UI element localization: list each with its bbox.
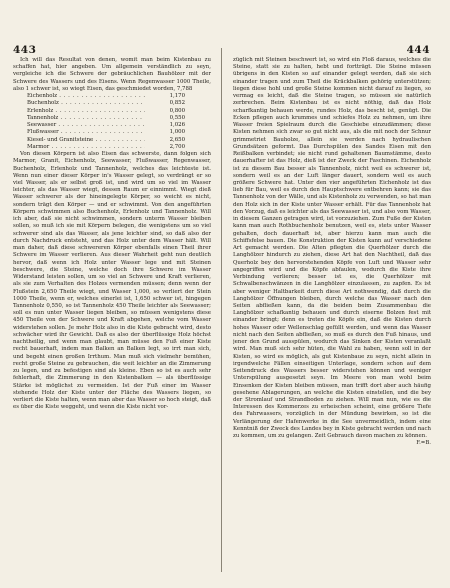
body-paragraph: züglich mit Steinen beschwert ist, so wird ein Floß daraus, welches die Steine, statt sie zu halten, hebt und fortträgt. Die Steine müssen übrigens in den Kisten so auf einander gelegt werden, daß sie sich einander tragen und zum Theil die Kräckbalken gehörig unterstützen; liegen diese hohl und große Steine kommen nicht darauf zu liegen, so vermag es leicht, daß die Steine tragen, so müssen sie natürlich zerbrechen. Beim Kistenbau ist es nicht nöthig, daß das Holz scharfkantig behauen werde, rundes Holz, das bescht ist, genügt. Die Ecken pflegen auch krummes und schiefes Holz zu nehmen, um ihre Wasser freien Spielraum durch die Geschiebe einzudämmen; diese Kisten nehmen sich zwar so gut nicht aus, als die mit noch der Schnur grimmetriet Bauholze, allein sie werden nach hydraulischen Grundsätzen geformt. Das Durchspülen des Sandes Eisen mit den Reißbalken verbindet; sie nicht rund gehaltenen Baumstämme, desto dauerhafter ist das Holz, dieß ist der Zweck der Faschinen. Eichenholz ist zu diesem Bau besser als Tannenholz, nicht weil es schwerer ist, sondern weil es an der Luft länger dauert, sondern weil es auch größere Schwere hat. Unter den vier angeführten Eichenholz ist das lieb für Bau, weil es durch den Hauptschwere entbehren kann; sie das Tannenholz von der Wälle, und als Kistenholz zu verwenden, so hat man den Holz sich in der Kiste unter Wasser erhält. Für das Tannenholz hat den Vorzug, daß es leichter als das Seewasser ist, und also vom Wasser, in diesem Ganzen getragen wird, ist vorzuziehen. Zum Fuße der Kisten kann man auch Rothbuchenholz benutzen, weil es, stets unter Wasser gehalten, doch dauerhaft ist, aber hierzu kann man auch die Schiffsfelse bauen. Die Konstruktion der Kisten kann auf verschiedene Art gemacht werden. Die Alten pflegten die Querhölzer durch die Langhölzer hindurch zu ziehen, diese Art hat den Nachtheil, daß das Querholz bey den hervorstehenden Köpfe von Luft und Wasser sehr angegriffen wird und die Köpfe abfaulen, wodurch die Kiste ihre Verbindung verlieren; besser ist es, die Querhölzer mit Schwalbenschwänzen in die Langhölzer einzulassen, zu zapfen. Es ist aber weniger Haltbarkeit durch diese Art nothwendig, daß durch die Langhölzer Öffnungen bleiben, durch welche das Wasser nach den Seiten abfließen kann, da die beiden beim Zusammenbau die Langhölzer schafkantig behauen und durch eiserne Bolzen fest mit einander bringt; denn es treten die Köpfe ein, daß die Kisten durch hohes Wasser oder Wellenschlag gefüllt werden, und wenn das Wasser nicht nach den Seiten abfließen, so muß es durch den Fuß hinaus, und jener den Grund ausspülen, wodurch das Sinken der Kisten veranlaßt wird. Man muß sich sehr hüten, die Wahl zu haben, wenn soll in der Kisten, so wird es möglich, als gut Kistenbaue zu seyn, nicht allein in irgendwelche Fällen einseitigen Unterlage, sondern schon auf dem Seitendruck des Wassers besser widerstehen können und weniger Unterspülung ausgesetzt seyn. Im Meere von man wohl beim Einsenken der Kisten bleiben müssen, man trifft dort aber auch häufig gesehene Ablagerungen, an welche die Kisten einstellen, und die bey der Stromlauf und Strandboden zu ziehen. Will man nun, wie es die Interessen des Kommerzes zu erheischen scheint, eine größere Tiefe des Fahrwassers, vorzüglich in der Mündung bewirken, so ist die Verlängerung der Hafenwerke in die See unvermeidlich, indem eine Kenntniß der Zweck des Landes bey in Kiste gebracht werden und nach zu kommen, um zu gelangen. Zeit Gebrauch davon machen zu können. (233, 57, 431, 440)
material-value: 1,000 (169, 129, 185, 136)
material-name: Marmor . . . (27, 144, 145, 151)
left-page-number: 443 (13, 44, 37, 56)
table-row (27, 93, 211, 100)
table-row (27, 108, 211, 115)
material-value: 0,550 (169, 114, 185, 121)
material-value: 0,800 (169, 107, 185, 114)
specific-gravity-table (27, 93, 211, 151)
material-value: 1,026 (169, 122, 185, 129)
column-divider (221, 48, 222, 572)
table-row (27, 137, 211, 144)
table-row (27, 100, 211, 107)
table-row (27, 115, 211, 122)
material-value: 1,170 (169, 93, 185, 100)
material-name: Tannenholz . . . (27, 115, 145, 122)
left-column (13, 57, 211, 569)
material-name: Kiesel- und Granitsteine . . . (27, 137, 145, 144)
body-paragraph: Von diesen Körpern ist also Eisen das schwerste, dann folgen sich Marmor, Granit, Eichenholz, Seewasser, Flußwasser, Regenwasser, Buchenholz, Erlenholz und Tannenholz, welches das leichteste ist. Wenn nun einer dieser Körper in's Wasser gelegt, so verdrängt er so viel Wasser, als er selbst groß ist, und wird um so viel im Wasser leichter, als das Wasser wiegt, dessen Raum er einnimmt. Wiegt dieß Wasser schwerer als der hineingelegte Körper, so weicht es nicht, sondern trägt den Körper — und er schwimmt. Von den angeführten Körpern schwimmen also Buchenholz, Erlenholz und Tannenholz. Will ich aber, daß sie nicht schwimmen, sondern unterm Wasser bleiben sollen, so muß ich sie mit Körpern belegen, die wenigstens um so viel schwerer sind als das Wasser, als jene leichter sind, so daß also der durch Nachdruck entsteht, und das Holz unter dem Wasser hält. Will man daher, daß diese schwereren Körper ebenfalls einen Theil ihrer Schwere im Wasser verlieren. Aus dieser Wahrheit geht nun deutlich hervor, daß wenn ich Holz unter Wasser lege und mit Steinen beschwere, die Steine, welche doch ihre Schwere im Wasser Widerstand leisten sollen, um so viel an Schwere und Kraft verlieren, als sie zum Verhalten des Holzes vermenden müssen; denn wenn der Flußstein 2,650 Theile wiegt, und Wasser 1,000, so verliert der Stein 1000 Theile, wenn er, welches einerlei ist, 1,650 schwer ist, hingegen Tannenholz 0,550, so ist Tannenholz 450 Theile leichter als Seewasser; soll es nun unter Wasser liegen bleiben, so müssen wenigstens diese 450 Theile von der Schwere und Kraft abgehen, welche vom Wasser widerstehen sollen. Je mehr Holz also in die Kiste gebracht wird, desto schwächer wird ihr Gewicht. Daß es also der überflüssige Holz höchst nachtheilig, und wenn man glaubt, man müsse den Fuß einer Kiste recht bauerhaft, indem man Balken an Balken legt, so irrt man sich, und begeht einen großen Irrthum. Man muß sich vielmehr bemühen, recht große Steine zu gebrauchen, die weit leichter an die Zimmerung zu legen, und zu befestigen sind als kleine. Eben so ist es auch sehr fehlerhaft, die Zimmerung in den Kistenbalken — als überflüssige Stärke ist möglichst zu vermeiden. Ist der Fuß einer im Wasser stehende Holz der Kiste unter der Fläche des Wassers liegen, so verliert die Kiste halten, wenn man aber das Wasser so hoch steigt, daß es über die Kiste weggeht, und wenn die Kiste nicht vor- (13, 151, 211, 411)
author-signature: F.=B. (416, 440, 431, 447)
intro-paragraph: Ich will das Resultat von denen, womit man beim Kistenbau zu schaffen hat, hier angeben. Um allgemein verständlich zu seyn, vergleiche ich die Schwere der gebräuchlichen Bauhölzer mit der Schwere des Wassers und des Eisens. Wenn Regenwasser 1000 Theile, also 1 schwer ist, so wiegt Eisen, das geschmiedet worden, 7,788 (13, 57, 211, 92)
material-value: 0,852 (169, 100, 185, 107)
material-name: Flußwasser . . . (27, 129, 145, 136)
material-name: Seewasser . . . (27, 122, 145, 129)
material-value: 2,650 (169, 136, 185, 143)
table-row (27, 144, 211, 151)
right-page-number: 444 (406, 44, 430, 56)
table-row (27, 129, 211, 136)
material-name: Erlenholz . . . (27, 108, 145, 115)
material-value: 2,700 (169, 143, 185, 150)
material-name: Eichenholz . . . (27, 93, 145, 100)
right-column (233, 57, 431, 569)
table-row (27, 122, 211, 129)
material-name: Buchenholz . . . (27, 100, 145, 107)
